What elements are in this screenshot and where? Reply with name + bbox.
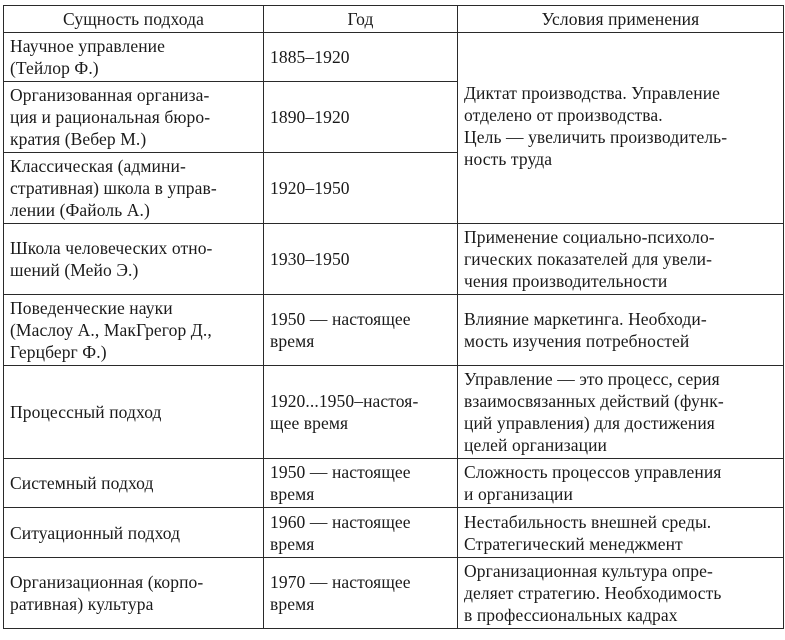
year-cell: 1960 — настоящее время bbox=[264, 508, 458, 558]
conditions-cell: Нестабильность внешней среды. Стратегический менеджмент bbox=[458, 508, 784, 558]
table-row bbox=[4, 508, 784, 558]
table-row bbox=[4, 33, 784, 82]
approach-cell: Классическая (админи- стративная) школа в управ- лении (Файоль А.) bbox=[4, 153, 264, 224]
table-row bbox=[4, 558, 784, 629]
approach-cell: Организованная организа- ция и рациональная бюро- кратия (Вебер М.) bbox=[4, 82, 264, 153]
approach-cell: Поведенческие науки (Маслоу А., МакГрегор Д., Герцберг Ф.) bbox=[4, 295, 264, 366]
approach-cell: Организационная (корпо- ративная) культура bbox=[4, 558, 264, 629]
year-cell: 1920–1950 bbox=[264, 153, 458, 224]
table-row bbox=[4, 459, 784, 508]
conditions-cell: Применение социально-психоло- гических показателей для увели- чения производительности bbox=[458, 224, 784, 295]
header-conditions: Условия применения bbox=[458, 6, 784, 33]
year-cell: 1970 — настоящее время bbox=[264, 558, 458, 629]
management-approaches-table bbox=[3, 5, 784, 629]
approach-cell: Школа человеческих отно- шений (Мейо Э.) bbox=[4, 224, 264, 295]
conditions-cell: Управление — это процесс, серия взаимосвязанных действий (функ- ций управления) для достижения целей организации bbox=[458, 366, 784, 459]
year-cell: 1950 — настоящее время bbox=[264, 295, 458, 366]
year-cell: 1930–1950 bbox=[264, 224, 458, 295]
table-row bbox=[4, 224, 784, 295]
approach-cell: Процессный подход bbox=[4, 366, 264, 459]
year-cell: 1950 — настоящее время bbox=[264, 459, 458, 508]
year-cell: 1885–1920 bbox=[264, 33, 458, 82]
approach-cell: Системный подход bbox=[4, 459, 264, 508]
header-year: Год bbox=[264, 6, 458, 33]
year-cell: 1890–1920 bbox=[264, 82, 458, 153]
table-row bbox=[4, 366, 784, 459]
header-row bbox=[4, 6, 784, 33]
year-cell: 1920...1950–настоя- щее время bbox=[264, 366, 458, 459]
conditions-cell-merged: Диктат производства. Управление отделено от производства. Цель — увеличить производитель- ность труда bbox=[458, 33, 784, 224]
approach-cell: Научное управление (Тейлор Ф.) bbox=[4, 33, 264, 82]
approach-cell: Ситуационный подход bbox=[4, 508, 264, 558]
conditions-cell: Влияние маркетинга. Необходи- мость изучения потребностей bbox=[458, 295, 784, 366]
table-row bbox=[4, 295, 784, 366]
conditions-cell: Организационная культура опре- деляет стратегию. Необходимость в профессиональных кадрах bbox=[458, 558, 784, 629]
header-approach: Сущность подхода bbox=[4, 6, 264, 33]
conditions-cell: Сложность процессов управления и организации bbox=[458, 459, 784, 508]
